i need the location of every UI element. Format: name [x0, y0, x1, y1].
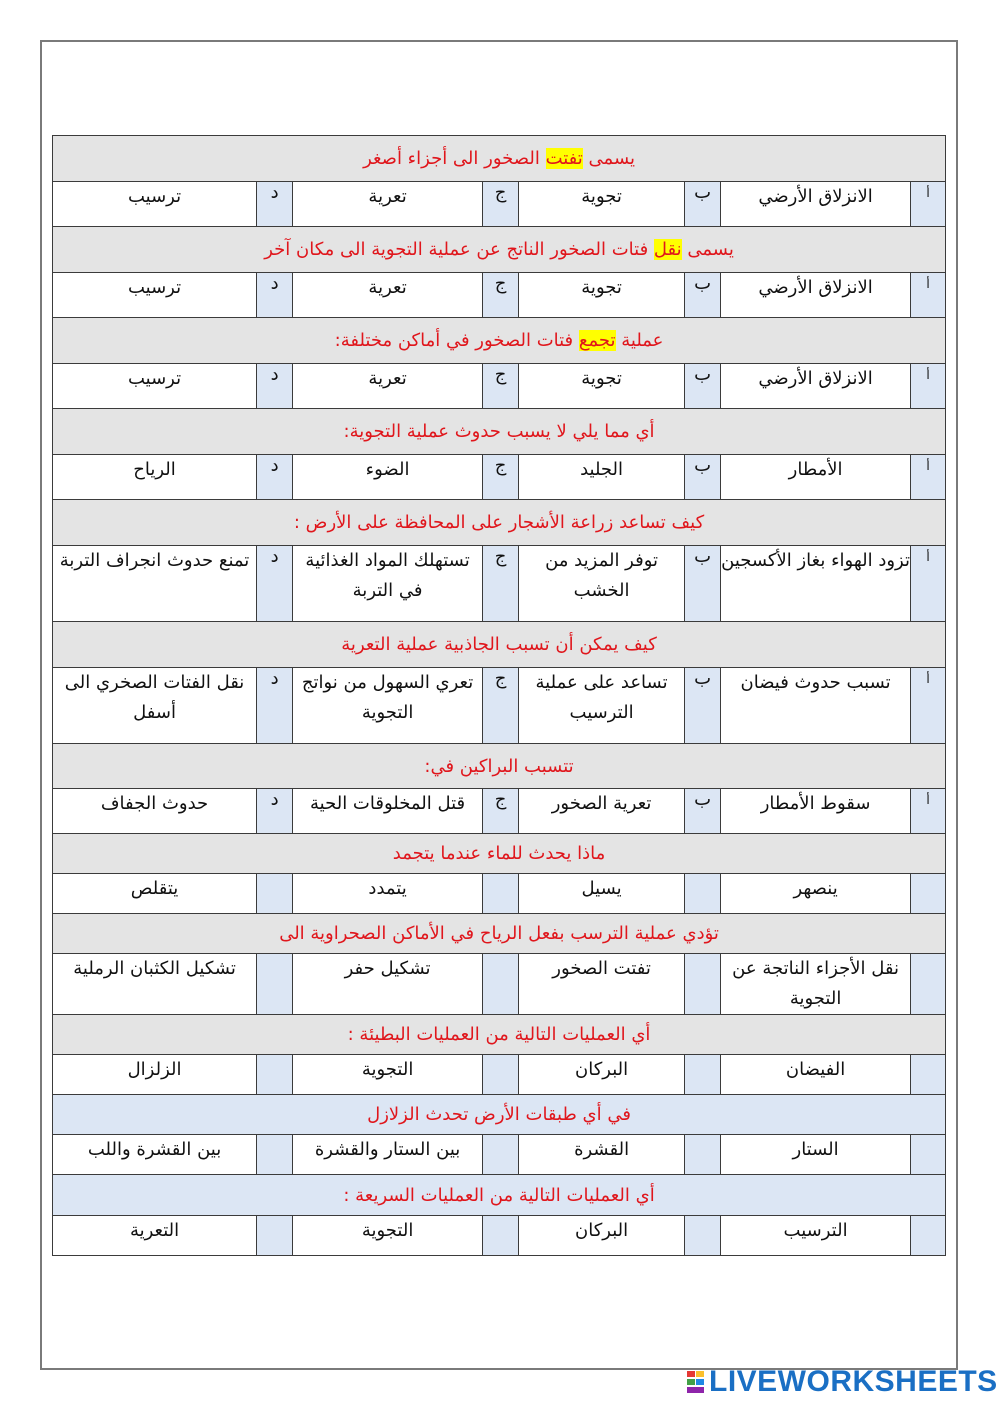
option-c[interactable]: تعرية — [293, 273, 483, 318]
options-row — [53, 364, 946, 409]
option-label-empty — [911, 1055, 946, 1095]
option-label-empty — [685, 874, 721, 914]
options-row — [53, 182, 946, 227]
options-row — [53, 273, 946, 318]
option-c[interactable]: تشكيل حفر — [293, 954, 483, 1015]
option-a[interactable]: الانزلاق الأرضي — [721, 364, 911, 409]
question-row — [53, 318, 946, 364]
option-a[interactable]: الانزلاق الأرضي — [721, 182, 911, 227]
option-label-empty — [483, 1216, 519, 1256]
option-d[interactable]: تمنع حدوث انجراف التربة — [53, 546, 257, 622]
question-row — [53, 744, 946, 789]
question-row — [53, 1015, 946, 1055]
option-label-d: د — [257, 364, 293, 409]
option-label-d: د — [257, 182, 293, 227]
option-label-b: ب — [685, 455, 721, 500]
option-b[interactable]: تفتت الصخور — [519, 954, 685, 1015]
option-b[interactable]: القشرة — [519, 1135, 685, 1175]
option-b[interactable]: الجليد — [519, 455, 685, 500]
option-c[interactable]: يتمدد — [293, 874, 483, 914]
option-d[interactable]: الرياح — [53, 455, 257, 500]
options-row — [53, 954, 946, 1015]
option-label-c: ج — [483, 546, 519, 622]
question-row — [53, 409, 946, 455]
option-b[interactable]: البركان — [519, 1216, 685, 1256]
option-label-b: ب — [685, 668, 721, 744]
option-c[interactable]: التجوية — [293, 1216, 483, 1256]
option-label-c: ج — [483, 364, 519, 409]
option-b[interactable]: يسيل — [519, 874, 685, 914]
option-label-a: أ — [911, 364, 946, 409]
option-b[interactable]: تجوية — [519, 364, 685, 409]
question-text: أي العمليات التالية من العمليات البطيئة : — [53, 1015, 946, 1055]
option-label-empty — [911, 1135, 946, 1175]
question-text: يسمى تفتت الصخور الى أجزاء أصغر — [53, 136, 946, 182]
question-row — [53, 500, 946, 546]
options-row — [53, 1216, 946, 1256]
option-d[interactable]: ترسيب — [53, 364, 257, 409]
option-label-d: د — [257, 273, 293, 318]
question-row — [53, 136, 946, 182]
option-b[interactable]: تساعد على عملية الترسيب — [519, 668, 685, 744]
option-a[interactable]: سقوط الأمطار — [721, 789, 911, 834]
option-d[interactable]: ترسيب — [53, 182, 257, 227]
options-row — [53, 455, 946, 500]
highlight-word: تفتت — [545, 148, 583, 169]
option-a[interactable]: الفيضان — [721, 1055, 911, 1095]
option-d[interactable]: التعرية — [53, 1216, 257, 1256]
question-row — [53, 622, 946, 668]
option-a[interactable]: ينصهر — [721, 874, 911, 914]
option-label-empty — [685, 1135, 721, 1175]
option-label-d: د — [257, 455, 293, 500]
option-label-empty — [483, 874, 519, 914]
option-label-empty — [257, 954, 293, 1015]
option-label-empty — [257, 1135, 293, 1175]
option-c[interactable]: قتل المخلوقات الحية — [293, 789, 483, 834]
option-c[interactable]: تعرية — [293, 364, 483, 409]
options-row — [53, 789, 946, 834]
highlight-word: نقل — [653, 239, 682, 260]
option-label-c: ج — [483, 789, 519, 834]
option-label-b: ب — [685, 364, 721, 409]
option-label-d: د — [257, 789, 293, 834]
options-row — [53, 874, 946, 914]
question-row — [53, 834, 946, 874]
option-b[interactable]: تعرية الصخور — [519, 789, 685, 834]
option-d[interactable]: حدوث الجفاف — [53, 789, 257, 834]
options-row — [53, 668, 946, 744]
option-label-d: د — [257, 546, 293, 622]
option-c[interactable]: تعرية — [293, 182, 483, 227]
question-text: كيف تساعد زراعة الأشجار على المحافظة على الأرض : — [53, 500, 946, 546]
option-label-empty — [911, 954, 946, 1015]
option-c[interactable]: بين الستار والقشرة — [293, 1135, 483, 1175]
option-label-empty — [911, 874, 946, 914]
question-text: أي العمليات التالية من العمليات السريعة : — [53, 1175, 946, 1216]
option-b[interactable]: تجوية — [519, 182, 685, 227]
question-text: تؤدي عملية الترسب بفعل الرياح في الأماكن الصحراوية الى — [53, 914, 946, 954]
option-label-empty — [483, 954, 519, 1015]
option-label-b: ب — [685, 789, 721, 834]
option-label-empty — [257, 1055, 293, 1095]
option-label-a: أ — [911, 182, 946, 227]
question-row — [53, 914, 946, 954]
option-d[interactable]: ترسيب — [53, 273, 257, 318]
option-a[interactable]: الترسيب — [721, 1216, 911, 1256]
option-label-empty — [685, 1055, 721, 1095]
question-text: في أي طبقات الأرض تحدث الزلازل — [53, 1095, 946, 1135]
option-d[interactable]: بين القشرة واللب — [53, 1135, 257, 1175]
question-text: عملية تجمع فتات الصخور في أماكن مختلفة: — [53, 318, 946, 364]
option-label-empty — [685, 954, 721, 1015]
liveworksheets-icon — [687, 1371, 705, 1393]
option-label-a: أ — [911, 546, 946, 622]
options-row — [53, 546, 946, 622]
option-label-empty — [483, 1055, 519, 1095]
option-c[interactable]: تعري السهول من نواتج التجوية — [293, 668, 483, 744]
option-label-c: ج — [483, 668, 519, 744]
option-d[interactable]: تشكيل الكثبان الرملية — [53, 954, 257, 1015]
quiz-table — [52, 135, 946, 1256]
options-row — [53, 1135, 946, 1175]
option-label-empty — [257, 874, 293, 914]
option-b[interactable]: تجوية — [519, 273, 685, 318]
highlight-word: تجمع — [578, 330, 616, 351]
options-row — [53, 1055, 946, 1095]
question-text: تتسبب البراكين في: — [53, 744, 946, 789]
option-label-c: ج — [483, 455, 519, 500]
option-a[interactable]: تسبب حدوث فيضان — [721, 668, 911, 744]
option-label-d: د — [257, 668, 293, 744]
option-label-empty — [483, 1135, 519, 1175]
option-label-a: أ — [911, 668, 946, 744]
option-label-empty — [257, 1216, 293, 1256]
option-d[interactable]: الزلزال — [53, 1055, 257, 1095]
option-b[interactable]: توفر المزيد من الخشب — [519, 546, 685, 622]
question-row — [53, 1175, 946, 1216]
liveworksheets-logo — [687, 1365, 998, 1401]
option-label-b: ب — [685, 273, 721, 318]
question-text: يسمى نقل فتات الصخور الناتج عن عملية التجوية الى مكان آخر — [53, 227, 946, 273]
option-c[interactable]: تستهلك المواد الغذائية في التربة — [293, 546, 483, 622]
option-label-b: ب — [685, 546, 721, 622]
option-b[interactable]: البركان — [519, 1055, 685, 1095]
option-a[interactable]: نقل الأجزاء الناتجة عن التجوية — [721, 954, 911, 1015]
brand-name: LIVEWORKSHEETS — [709, 1365, 998, 1398]
option-a[interactable]: تزود الهواء بغاز الأكسجين — [721, 546, 911, 622]
option-d[interactable]: يتقلص — [53, 874, 257, 914]
question-text: أي مما يلي لا يسبب حدوث عملية التجوية: — [53, 409, 946, 455]
option-label-c: ج — [483, 273, 519, 318]
option-c[interactable]: التجوية — [293, 1055, 483, 1095]
option-label-empty — [911, 1216, 946, 1256]
option-label-b: ب — [685, 182, 721, 227]
option-a[interactable]: الانزلاق الأرضي — [721, 273, 911, 318]
option-label-empty — [685, 1216, 721, 1256]
question-row — [53, 227, 946, 273]
option-label-a: أ — [911, 455, 946, 500]
option-a[interactable]: الستار — [721, 1135, 911, 1175]
option-label-a: أ — [911, 789, 946, 834]
option-d[interactable]: نقل الفتات الصخري الى أسفل — [53, 668, 257, 744]
option-c[interactable]: الضوء — [293, 455, 483, 500]
question-row — [53, 1095, 946, 1135]
question-text: كيف يمكن أن تسبب الجاذبية عملية التعرية — [53, 622, 946, 668]
question-text: ماذا يحدث للماء عندما يتجمد — [53, 834, 946, 874]
option-label-a: أ — [911, 273, 946, 318]
option-label-c: ج — [483, 182, 519, 227]
option-a[interactable]: الأمطار — [721, 455, 911, 500]
